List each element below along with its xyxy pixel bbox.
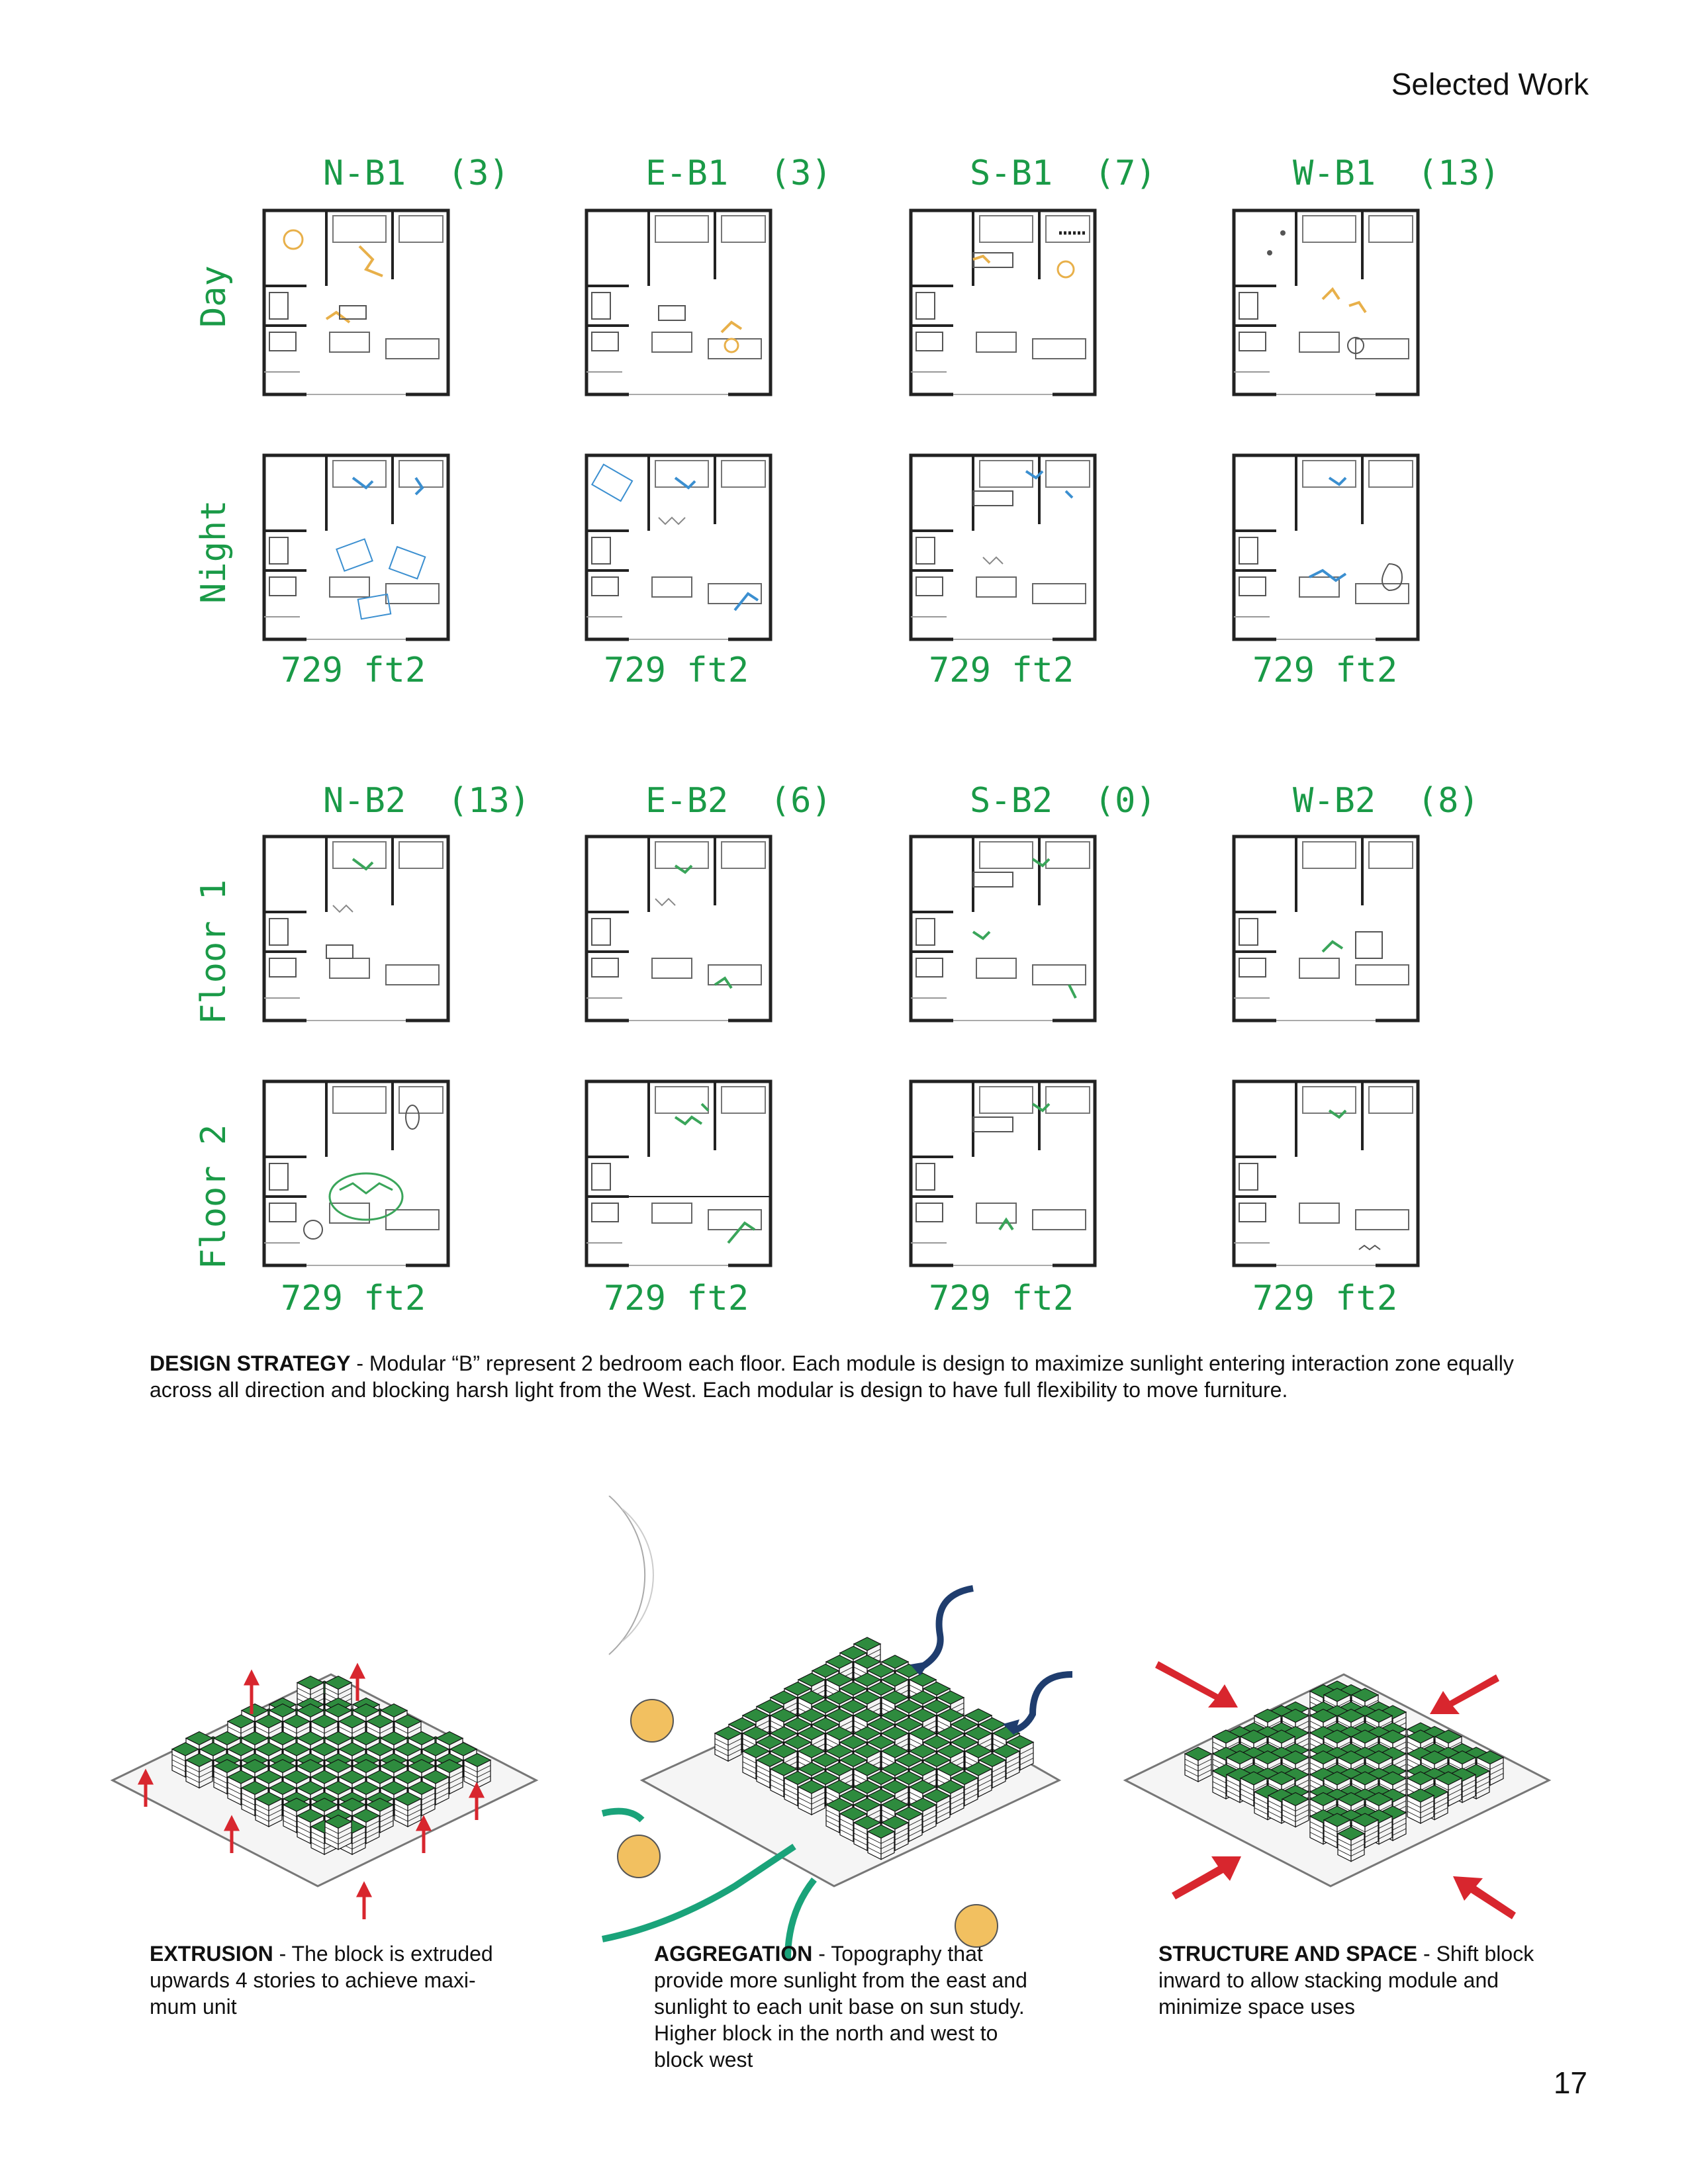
area-label-n-b1: 729 ft2 [281, 651, 426, 690]
massing-block [395, 1792, 421, 1827]
column-title-w-b2: W-B2 (8) [1293, 781, 1479, 821]
floor-plan-e-b2-floor-2 [583, 1077, 774, 1269]
area-label-s-b1: 729 ft2 [929, 651, 1074, 690]
column-title-e-b1: E-B1 (3) [645, 154, 832, 193]
extrusion-body: - The block is extruded upwards 4 stories to achieve maxi-mum unit [150, 1942, 493, 2019]
row-label-floor-1: Floor 1 [194, 879, 234, 1024]
area-label-e-b2: 729 ft2 [604, 1279, 749, 1318]
row-label-night: Night [194, 500, 234, 604]
floor-plan-s-b2-floor-2 [907, 1077, 1099, 1269]
massing-block [186, 1754, 212, 1788]
row-label-day: Day [194, 265, 234, 328]
massing-block [1185, 1747, 1211, 1782]
floor-plan-s-b1-day [907, 206, 1099, 398]
floor-plan-w-b2-floor-1 [1230, 833, 1422, 1024]
area-label-w-b1: 729 ft2 [1252, 651, 1398, 690]
column-title-s-b2: S-B2 (0) [970, 781, 1156, 821]
extrusion-diagram [106, 1655, 543, 1933]
floor-plan-w-b2-floor-2 [1230, 1077, 1422, 1269]
floor-plan-e-b1-night [583, 451, 774, 643]
page-header-title: Selected Work [1391, 67, 1589, 101]
massing-block [1282, 1793, 1309, 1827]
column-title-w-b1: W-B1 (13) [1293, 154, 1501, 193]
design-strategy-text [150, 1350, 1573, 1403]
floor-plan-n-b2-floor-1 [260, 833, 452, 1024]
massing-block [464, 1754, 491, 1788]
structure-and-space-heading: STRUCTURE AND SPACE [1158, 1942, 1418, 1966]
aggregation-body: - Topography that provide more sunlight from the east and sunlight to each unit base on sun study. Higher block in the north and west to block west [654, 1942, 1027, 2071]
massing-block [715, 1727, 741, 1761]
area-label-s-b2: 729 ft2 [929, 1279, 1074, 1318]
aggregation-caption [654, 1940, 1038, 2073]
page-number: 17 [1553, 2066, 1587, 2100]
column-title-s-b1: S-B1 (7) [970, 154, 1156, 193]
massing-block [868, 1825, 894, 1860]
massing-block [256, 1792, 282, 1827]
floor-plan-w-b1-day [1230, 206, 1422, 398]
massing-block [798, 1780, 825, 1815]
structure-and-space-caption [1158, 1940, 1556, 2020]
floor-plan-e-b2-floor-1 [583, 833, 774, 1024]
column-title-e-b2: E-B2 (6) [645, 781, 832, 821]
massing-block [1407, 1789, 1434, 1823]
row-label-floor-2: Floor 2 [194, 1124, 234, 1269]
floor-plan-n-b1-night [260, 451, 452, 643]
column-title-n-b2: N-B2 (13) [323, 781, 531, 821]
aggregation-heading: AGGREGATION [654, 1942, 813, 1966]
column-title-n-b1: N-B1 (3) [323, 154, 510, 193]
massing-block [1338, 1827, 1364, 1862]
extrusion-caption [150, 1940, 520, 2020]
aggregation-diagram [596, 1496, 1099, 1959]
floor-plan-w-b1-night [1230, 451, 1422, 643]
area-label-e-b1: 729 ft2 [604, 651, 749, 690]
design-strategy-body: - Modular “B” represent 2 bedroom each floor. Each module is design to maximize sunlight entering interaction zone equally across all direction and blocking harsh light from the West. Each modular is design to have full flexibility to move furniture. [150, 1351, 1514, 1402]
design-strategy-heading: DESIGN STRATEGY [150, 1351, 351, 1375]
extrusion-heading: EXTRUSION [150, 1942, 273, 1966]
floor-plan-s-b1-night [907, 451, 1099, 643]
structure-and-space-body: - Shift block inward to allow stacking module and minimize space uses [1158, 1942, 1534, 2019]
floor-plan-e-b1-day [583, 206, 774, 398]
area-label-n-b2: 729 ft2 [281, 1279, 426, 1318]
floor-plan-n-b2-floor-2 [260, 1077, 452, 1269]
massing-block [325, 1815, 352, 1850]
structure-and-space-diagram [1119, 1655, 1556, 1933]
area-label-w-b2: 729 ft2 [1252, 1279, 1398, 1318]
floor-plan-n-b1-day [260, 206, 452, 398]
floor-plan-s-b2-floor-1 [907, 833, 1099, 1024]
